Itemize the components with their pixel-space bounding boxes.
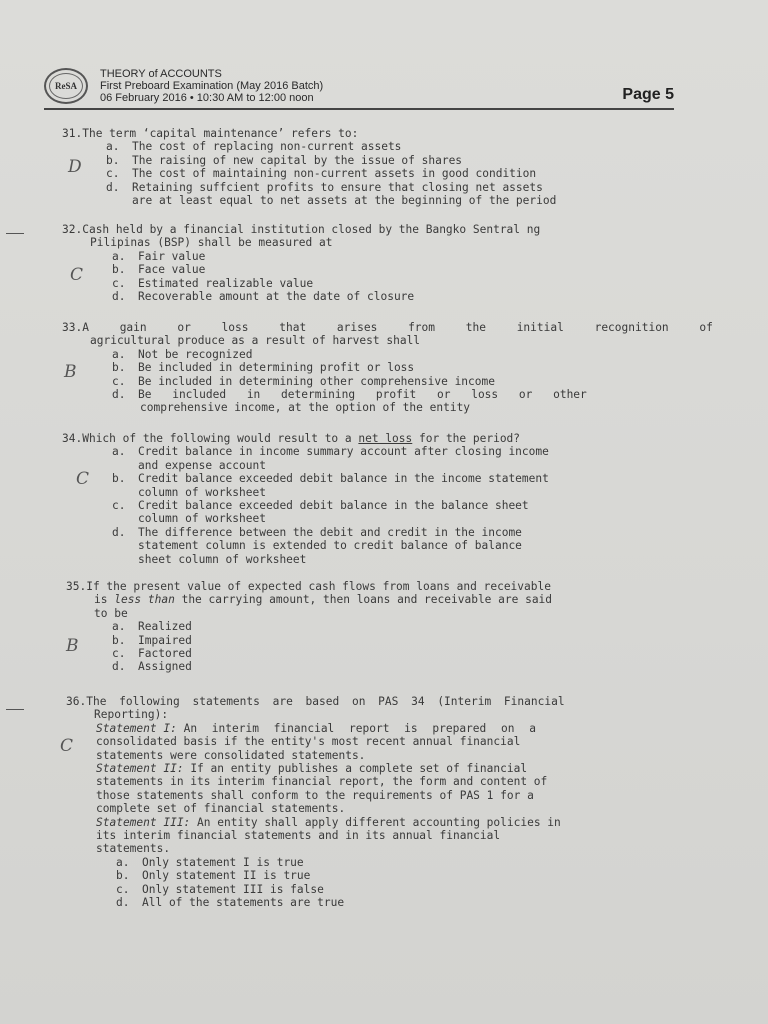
stem-line: A gain or loss that arises from the initial recognition of [82, 321, 713, 334]
choice-a [112, 620, 597, 633]
handwritten-answer-mark: C [60, 736, 74, 756]
choice-b [116, 869, 615, 882]
handwritten-answer-mark: D [68, 157, 82, 177]
choice-text: Only statement III is false [142, 882, 324, 896]
choice-b-cont [138, 486, 596, 499]
choice-text: are at least equal to net assets at the beginning of the period [132, 194, 557, 208]
choice-text: The raising of new capital by the issue of shares [132, 153, 463, 167]
stem-line: for the period? [412, 432, 521, 445]
choice-d-cont [140, 401, 756, 414]
choice-letter: a. [112, 620, 126, 634]
choice-text: Impaired [138, 633, 192, 647]
choice-text: Only statement I is true [142, 855, 304, 869]
choice-letter: a. [112, 249, 126, 263]
choice-a [106, 140, 543, 153]
choice-text: Factored [138, 647, 192, 661]
question-stem [62, 432, 520, 445]
choice-letter: c. [112, 276, 126, 290]
exam-datetime: 06 February 2016 • 10:30 AM to 12:00 noon [100, 92, 314, 104]
stem-line-2: Reporting): [94, 708, 169, 722]
choice-text: Recoverable amount at the date of closure [138, 290, 415, 304]
choice-letter: a. [112, 445, 126, 459]
choice-text: Be included in determining profit or loss [138, 361, 415, 375]
handwritten-answer-mark: B [66, 636, 79, 656]
choice-text: Credit balance exceeded debit balance in the income statement [138, 472, 549, 486]
handwritten-answer-mark: C [76, 469, 90, 489]
choice-letter: b. [112, 263, 126, 277]
statement-1-cont: consolidated basis if the entity's most recent annual financial [96, 735, 521, 749]
choice-d-cont-2 [138, 553, 596, 566]
statement-text: An entity shall apply different accounting policies in [197, 815, 561, 829]
question-33 [62, 321, 713, 415]
choice-text: The cost of maintaining non-current assets in good condition [132, 167, 537, 181]
choice-text: Be included in determining other comprehensive income [138, 374, 495, 388]
choice-d [106, 181, 543, 194]
header-text [100, 68, 323, 104]
choice-d-cont [138, 539, 596, 552]
statement-label: Statement I: [96, 721, 177, 735]
margin-dash [6, 233, 24, 234]
choice-a [112, 250, 590, 263]
choice-letter: a. [106, 140, 120, 154]
choice-b [112, 634, 597, 647]
choice-letter: a. [116, 855, 130, 869]
statement-3-cont: its interim financial statements and in its annual financial [96, 829, 501, 843]
choice-text: column of worksheet [138, 485, 266, 499]
choice-a [112, 348, 728, 361]
question-number: 32. [62, 223, 83, 236]
choice-text: The difference between the debit and credit in the income [138, 525, 522, 539]
statement-2-cont: statements in its interim financial report, the form and content of [96, 775, 548, 789]
question-31 [62, 127, 557, 208]
choice-a-cont [138, 459, 596, 472]
statement-3-cont-2: statements. [96, 842, 171, 856]
choice-letter: d. [112, 525, 126, 539]
choice-letter: c. [106, 167, 120, 181]
question-number: 31. [62, 127, 83, 140]
choice-text: column of worksheet [138, 512, 266, 526]
question-number: 33. [62, 321, 83, 334]
choice-b [112, 263, 590, 276]
choice-letter: c. [112, 374, 126, 388]
question-36 [66, 695, 565, 910]
page-number: Page 5 [622, 86, 674, 103]
choice-d [112, 388, 728, 401]
choice-c [116, 883, 615, 896]
choice-text: Only statement II is true [142, 869, 311, 883]
handwritten-answer-mark: B [64, 362, 77, 382]
choice-d [112, 660, 597, 673]
stem-line-2: agricultural produce as a result of harvest shall [90, 334, 421, 348]
choice-b [112, 472, 570, 485]
choice-letter: b. [112, 472, 126, 486]
stem-underlined: net loss [358, 432, 413, 445]
statement-2-cont-2: those statements shall conform to the requirements of PAS 1 for a [96, 788, 534, 802]
statement-1-cont-2: statements were consolidated statements. [96, 748, 366, 762]
question-stem [66, 580, 551, 593]
question-32 [62, 223, 540, 303]
choice-text: comprehensive income, at the option of the entity [140, 401, 471, 415]
statement-3 [96, 816, 595, 829]
resa-logo-seal [44, 68, 88, 104]
choice-text: statement column is extended to credit balance of balance [138, 539, 522, 553]
choice-letter: d. [112, 388, 126, 402]
seal-text: ReSA [55, 81, 77, 91]
choice-letter: a. [112, 347, 126, 361]
choice-letter: b. [106, 153, 120, 167]
choice-text: The cost of replacing non-current assets [132, 140, 402, 154]
subject-title: THEORY of ACCOUNTS [100, 68, 222, 80]
choice-b [106, 154, 543, 167]
choice-a [112, 445, 570, 458]
choice-text: Retaining suffcient profits to ensure that closing net assets [132, 180, 543, 194]
choice-letter: d. [112, 660, 126, 674]
stem-line-2: Pilipinas (BSP) shall be measured at [90, 236, 333, 250]
stem-line-2 [94, 593, 579, 606]
question-number: 35. [66, 580, 87, 593]
choice-c [106, 167, 543, 180]
stem-line: The term ‘capital maintenance’ refers to: [82, 127, 359, 140]
choice-d [112, 526, 570, 539]
choice-letter: d. [116, 896, 130, 910]
choice-d [112, 290, 590, 303]
choice-b [112, 361, 728, 374]
question-stem [62, 321, 713, 334]
choice-d [116, 896, 615, 909]
question-stem [62, 127, 499, 140]
statement-label: Statement II: [96, 762, 184, 776]
choice-d-cont [132, 194, 569, 207]
choice-c-cont [138, 512, 596, 525]
question-35 [66, 580, 551, 674]
choice-c [112, 375, 728, 388]
choice-text: Credit balance in income summary account after closing income [138, 445, 549, 459]
choice-text: Face value [138, 263, 206, 277]
choice-letter: b. [112, 361, 126, 375]
statement-2-cont-3: complete set of financial statements. [96, 802, 346, 816]
choice-text: sheet column of worksheet [138, 552, 307, 566]
page-header [44, 64, 676, 110]
question-stem [66, 695, 565, 708]
choice-text: Realized [138, 620, 192, 634]
choice-text: Not be recognized [138, 347, 253, 361]
statement-text: If an entity publishes a complete set of financial [190, 762, 528, 776]
question-34 [62, 432, 549, 566]
stem-line: Which of the following would result to a [82, 432, 359, 445]
margin-dash [6, 709, 24, 710]
stem-line: If the present value of expected cash flows from loans and receivable [86, 580, 551, 593]
choice-text: Assigned [138, 660, 192, 674]
choice-letter: c. [116, 882, 130, 896]
question-number: 34. [62, 432, 83, 445]
choice-letter: c. [112, 499, 126, 513]
choice-letter: d. [112, 290, 126, 304]
stem-text: the carrying amount, then loans and receivable are said [174, 593, 553, 607]
header-rule [44, 108, 674, 110]
choice-c [112, 277, 590, 290]
choice-text: and expense account [138, 458, 266, 472]
choice-letter: c. [112, 647, 126, 661]
choice-text: Estimated realizable value [138, 276, 314, 290]
statement-text: An interim financial report is prepared on a [183, 721, 536, 735]
choice-c [112, 647, 597, 660]
statement-label: Statement III: [96, 815, 191, 829]
stem-italic: less than [114, 593, 175, 607]
choice-text: Be included in determining profit or loss or other [138, 388, 587, 402]
stem-line: The following statements are based on PAS 34 (Interim Financial [86, 695, 565, 708]
choice-a [116, 856, 615, 869]
choice-letter: d. [106, 180, 120, 194]
exam-title: First Preboard Examination (May 2016 Batch) [100, 80, 324, 92]
statement-2 [96, 762, 595, 775]
stem-line-3: to be [94, 606, 128, 620]
stem-line: Cash held by a financial institution closed by the Bangko Sentral ng [82, 223, 541, 236]
choice-letter: b. [116, 869, 130, 883]
choice-text: Fair value [138, 249, 206, 263]
question-stem [62, 223, 540, 236]
choice-text: All of the statements are true [142, 896, 345, 910]
handwritten-answer-mark: C [70, 265, 84, 285]
choice-text: Credit balance exceeded debit balance in the balance sheet [138, 499, 529, 513]
question-number: 36. [66, 695, 87, 708]
statement-1 [96, 722, 595, 735]
choice-c [112, 499, 570, 512]
stem-text: is [94, 593, 115, 607]
choice-letter: b. [112, 633, 126, 647]
